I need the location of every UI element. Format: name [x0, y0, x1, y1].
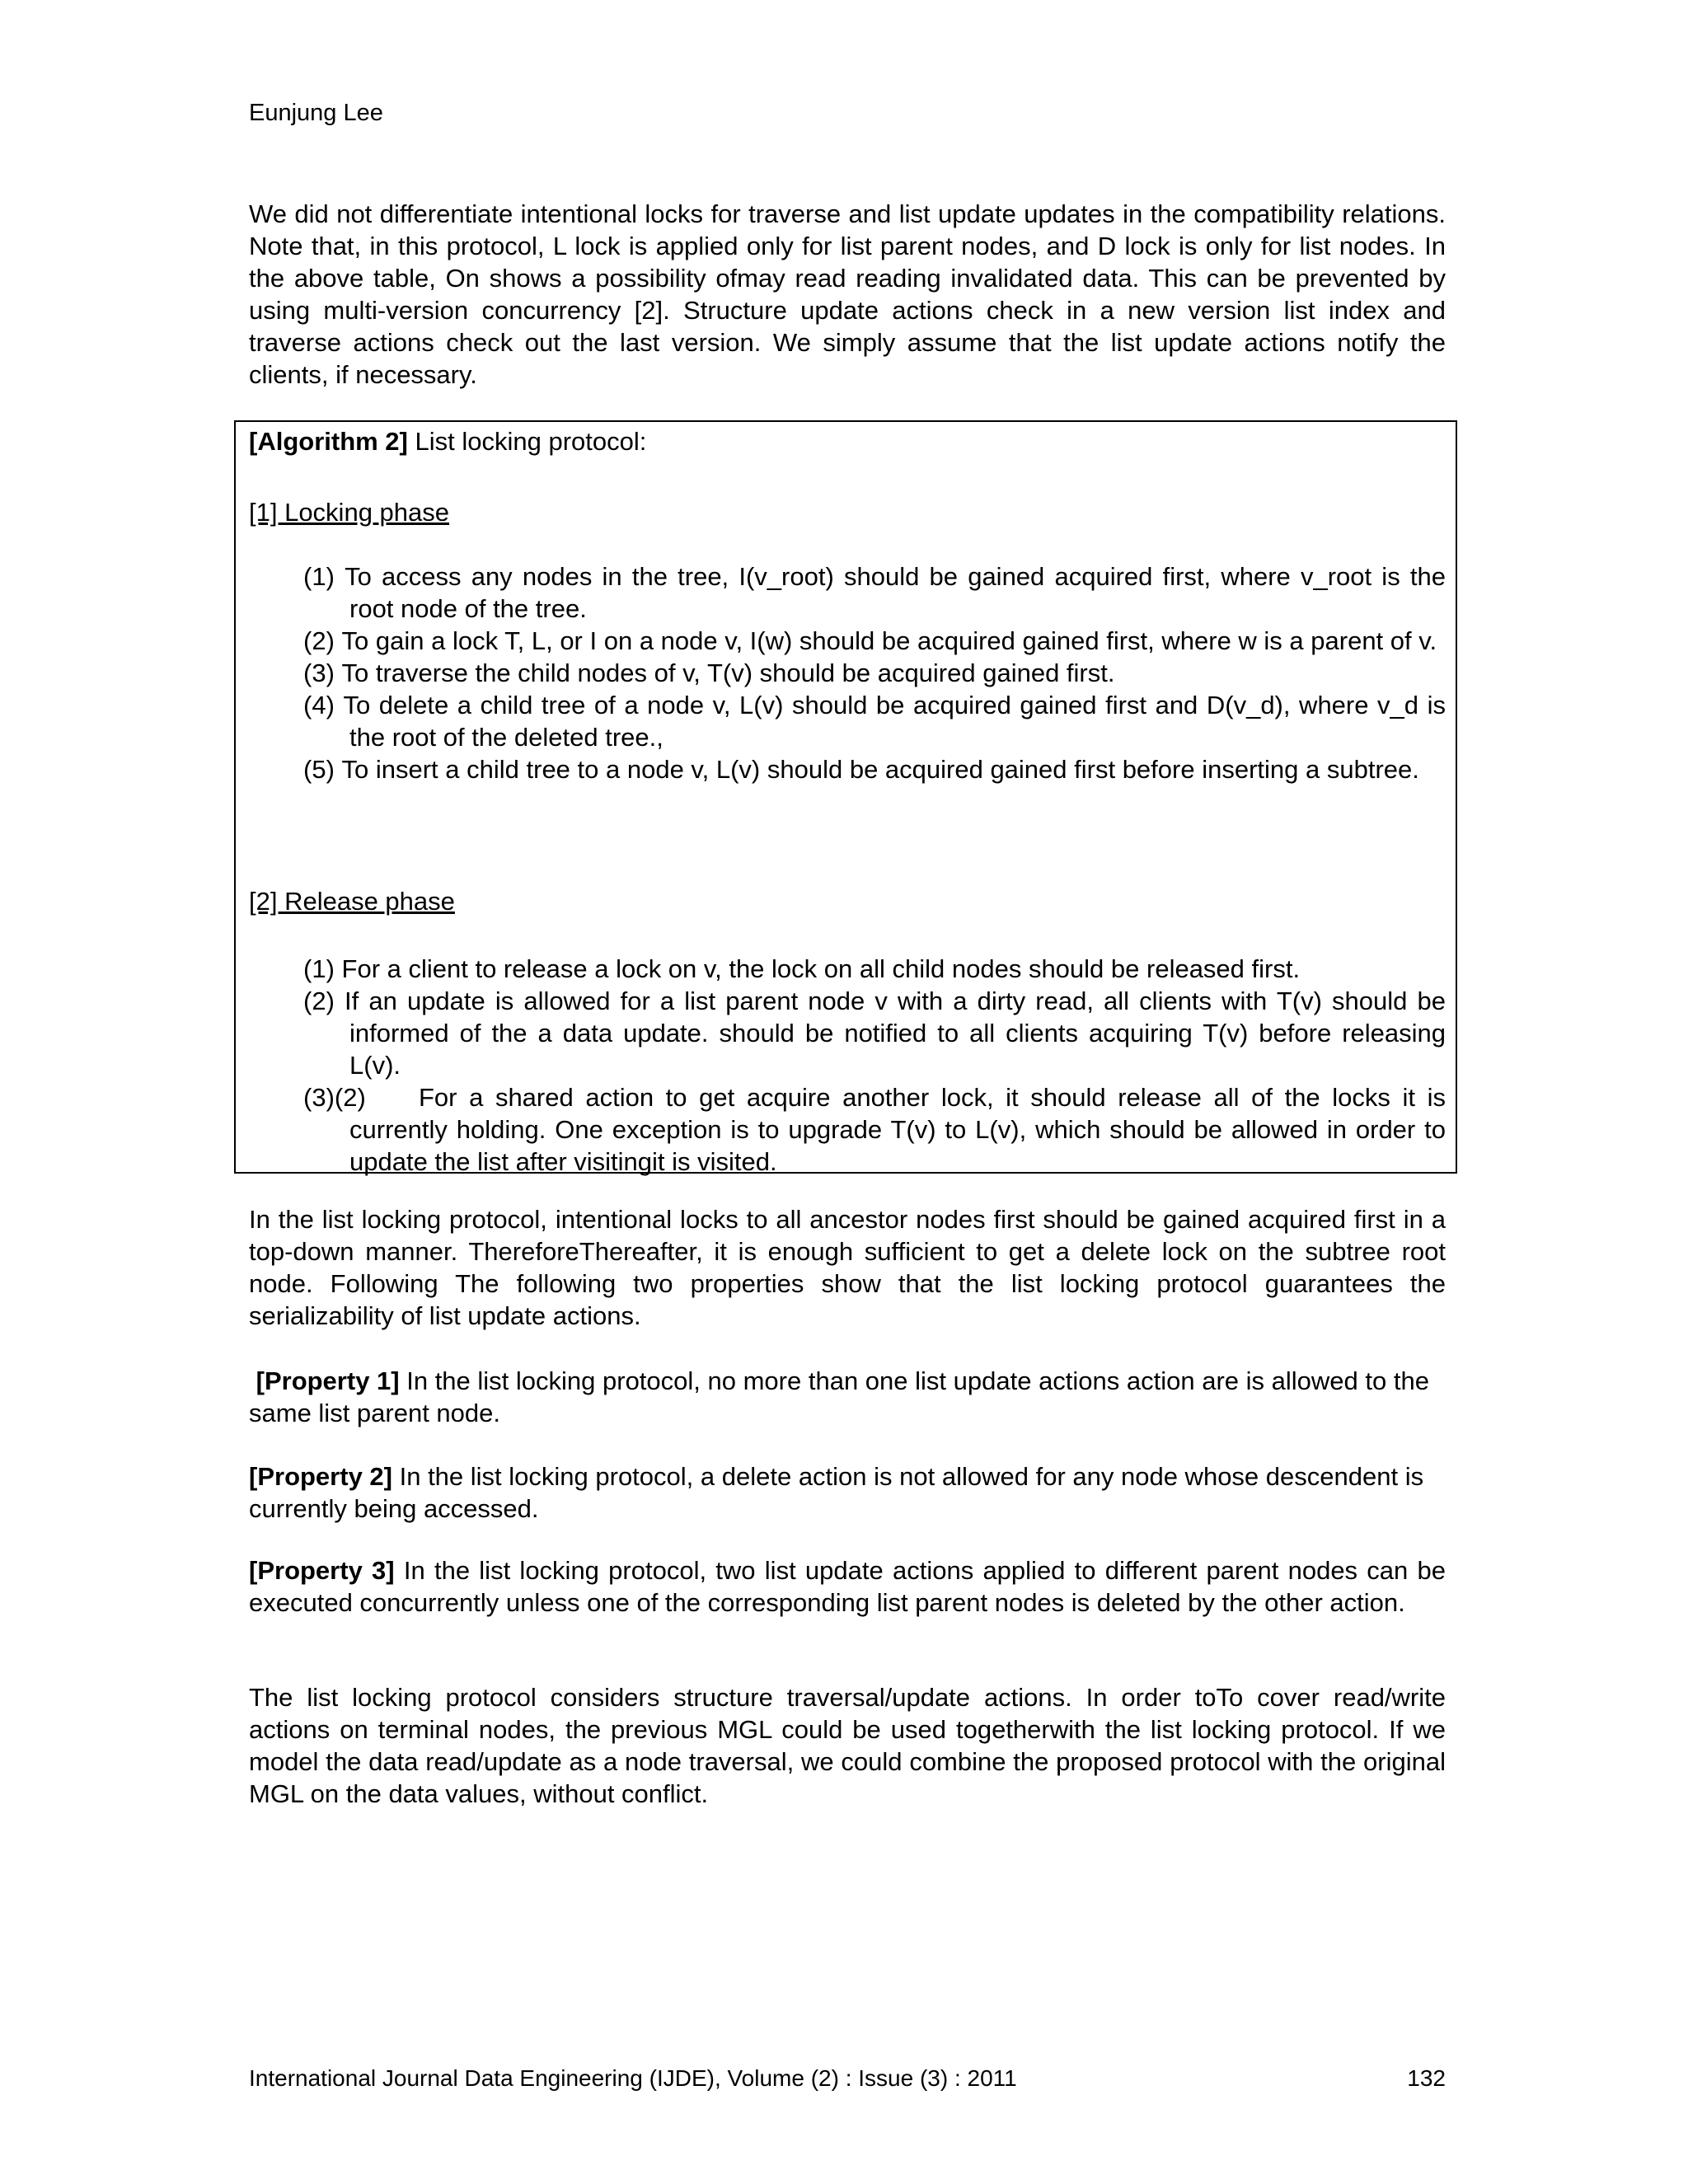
step-text: For a shared action to get acquire another lock, it should release all of the locks it is currently holding. One exception is to upgrade T(v) to L(v), which should be allowed in order to update the list after visitingit is visited.	[349, 1083, 1446, 1176]
property-text: In the list locking protocol, a delete action is not allowed for any node whose descendent is currently being accessed.	[249, 1462, 1424, 1523]
intro-paragraph	[249, 198, 1446, 391]
step-text: To traverse the child nodes of v, T(v) should be acquired gained first.	[341, 658, 1115, 687]
property-1	[249, 1365, 1446, 1429]
release-step	[303, 985, 1446, 1081]
step-text: To gain a lock T, L, or I on a node v, I(w) should be acquired gained first, where w is a parent of v.	[341, 626, 1437, 655]
step-number: (1)	[303, 954, 335, 983]
property-text: In the list locking protocol, two list update actions applied to different parent nodes can be executed concurrently unless one of the corresponding list parent nodes is deleted by the other action.	[249, 1556, 1447, 1617]
locking-step	[303, 689, 1446, 753]
release-phase-heading: [2] Release phase	[249, 887, 455, 916]
algorithm-label: [Algorithm 2]	[249, 427, 408, 456]
intro-paragraph-text: We did not differentiate intentional locks for traverse and list update updates in the compatibility relations. Note that, in this protocol, L lock is applied only for list parent nodes, and D lock is only for list nodes. In the above table, On shows a possibility ofmay read reading invalidated data. This can be prevented by using multi-version concurrency [2]. Structure update actions check in a new version list index and traverse actions check out the last version. We simply assume that the list update actions notify the clients, if necessary.	[249, 199, 1446, 389]
paragraph-2	[249, 1203, 1446, 1332]
step-text: To delete a child tree of a node v, L(v) should be acquired gained first and D(v_d), where v_d is the root of the deleted tree.,	[343, 691, 1446, 752]
locking-step	[303, 560, 1446, 625]
step-number: (2)	[303, 626, 335, 655]
footer-page-number: 132	[1407, 2065, 1446, 2091]
step-number: (3)(2)	[303, 1083, 366, 1112]
paragraph-final	[249, 1681, 1446, 1810]
step-text: For a client to release a lock on v, the lock on all child nodes should be released first.	[341, 954, 1301, 983]
locking-step	[303, 753, 1446, 785]
locking-phase-steps	[303, 560, 1446, 785]
step-number: (2)	[303, 987, 335, 1015]
property-label: [Property 2]	[249, 1462, 392, 1491]
release-phase-steps	[303, 953, 1446, 1178]
step-text: To insert a child tree to a node v, L(v) should be acquired gained first before inserting a subtree.	[341, 755, 1419, 784]
footer-journal: International Journal Data Engineering (IJDE), Volume (2) : Issue (3) : 2011	[249, 2065, 1017, 2091]
running-header-author: Eunjung Lee	[249, 100, 383, 126]
property-2	[249, 1460, 1446, 1525]
release-step	[303, 953, 1446, 985]
property-3	[249, 1554, 1446, 1619]
paragraph-final-text: The list locking protocol considers structure traversal/update actions. In order toTo cover read/write actions on terminal nodes, the previous MGL could be used togetherwith the list locking protocol. If we model the data read/update as a node traversal, we could combine the proposed protocol with the original MGL on the data values, without conflict.	[249, 1683, 1446, 1808]
locking-step	[303, 657, 1446, 689]
step-text: If an update is allowed for a list parent node v with a dirty read, all clients with T(v) should be informed of the a data update. should be notified to all clients acquiring T(v) before releasing L(v).	[345, 987, 1446, 1080]
step-number: (3)	[303, 658, 335, 687]
step-number: (1)	[303, 562, 335, 591]
paragraph-2-text: In the list locking protocol, intentional locks to all ancestor nodes first should be gained acquired first in a top-down manner. ThereforeThereafter, it is enough sufficient to get a delete lock on the subtree root node. Following The following two properties show that the list locking protocol guarantees the serializability of list update actions.	[249, 1205, 1446, 1330]
algorithm-title-text: List locking protocol:	[407, 427, 647, 456]
step-text: To access any nodes in the tree, I(v_root) should be gained acquired first, where v_root is the root node of the tree.	[345, 562, 1446, 623]
locking-phase-heading: [1] Locking phase	[249, 498, 450, 527]
step-number: (5)	[303, 755, 335, 784]
locking-step	[303, 625, 1446, 657]
algorithm-box	[234, 420, 1457, 1174]
step-number: (4)	[303, 691, 335, 719]
release-step	[303, 1081, 1446, 1178]
property-label: [Property 3]	[249, 1556, 395, 1585]
property-text: In the list locking protocol, no more than one list update actions action are is allowed to the same list parent node.	[249, 1366, 1429, 1427]
algorithm-title	[249, 425, 646, 457]
property-label: [Property 1]	[256, 1366, 400, 1395]
